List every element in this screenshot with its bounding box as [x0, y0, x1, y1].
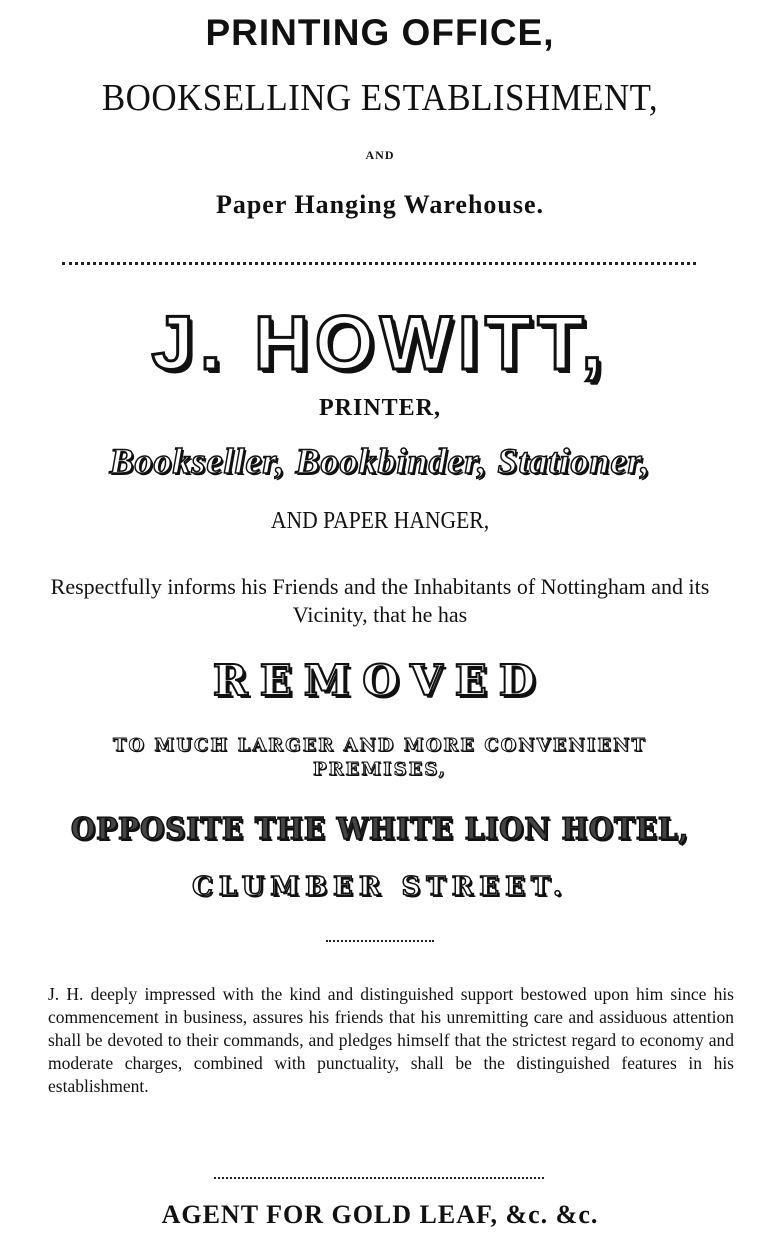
heading-conjunction: AND	[365, 148, 395, 162]
footer-agent: AGENT FOR GOLD LEAF, &c. &c.	[161, 1200, 599, 1229]
heading-printing-office: PRINTING OFFICE,	[205, 12, 555, 53]
heading-paper-hanging: Paper Hanging Warehouse.	[215, 190, 545, 219]
announcement-location: OPPOSITE THE WHITE LION HOTEL,	[70, 812, 690, 847]
proprietor-trades: Bookseller, Bookbinder, Stationer,	[109, 441, 651, 481]
announcement-detail: TO MUCH LARGER AND MORE CONVENIENT PREMISES,	[113, 735, 647, 780]
proprietor-name: J. HOWITT,	[151, 301, 609, 386]
divider-bottom	[214, 1177, 544, 1179]
divider-top	[62, 262, 696, 265]
proprietor-title: PRINTER,	[318, 395, 441, 421]
proprietor-trade-last: AND PAPER HANGER,	[270, 508, 490, 534]
announcement-intro: Respectfully informs his Friends and the Inhabitants of Nottingham and its Vicinity, that he has	[50, 574, 710, 627]
notice-paragraph: J. H. deeply impressed with the kind and distinguished support bestowed upon him since his commencement in business, assures his friends that his unremitting care and assiduous attention shall be devoted to their commands, and pledges himself that the strictest regard to economy and moderate charges, combined with punctuality, shall be the distinguished features in his establishment.	[48, 984, 734, 1096]
divider-middle	[326, 940, 434, 942]
heading-bookselling: BOOKSELLING ESTABLISHMENT,	[101, 77, 659, 119]
announcement-street: CLUMBER STREET.	[192, 872, 568, 902]
announcement-headline: REMOVED	[212, 656, 548, 705]
